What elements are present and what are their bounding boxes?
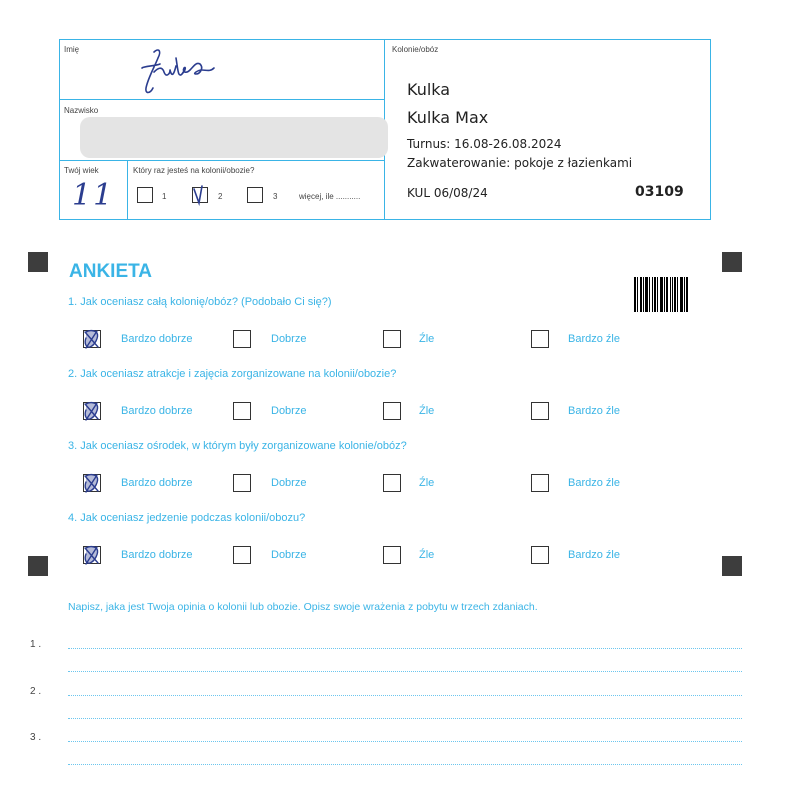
accommodation: Zakwaterowanie: pokoje z łazienkami (407, 156, 633, 170)
age-divider (127, 160, 128, 220)
checkmark-icon (81, 543, 103, 567)
question-4-checkbox-4[interactable] (531, 546, 549, 564)
registration-marker-top-left (28, 252, 48, 272)
question-1-option-1-label: Bardzo dobrze (121, 333, 193, 345)
registration-marker-bottom-right (722, 556, 742, 576)
age-label: Twój wiek (64, 166, 99, 175)
times-more[interactable]: więcej, ile ........... (299, 192, 361, 201)
survey-title: ANKIETA (69, 261, 153, 282)
question-1-checkbox-3[interactable] (383, 330, 401, 348)
times-option-2: 2 (218, 192, 223, 201)
times-option-3: 3 (273, 192, 278, 201)
question-4-option-3-label: Źle (419, 549, 435, 561)
question-2-checkbox-2[interactable] (233, 402, 251, 420)
registration-marker-top-right (722, 252, 742, 272)
question-3-option-3-label: Źle (419, 477, 435, 489)
answer-line[interactable] (68, 648, 742, 649)
name-row-divider (59, 99, 385, 100)
question-3-checkbox-2[interactable] (233, 474, 251, 492)
question-2-option-1-label: Bardzo dobrze (121, 405, 193, 417)
question-3-option-4-label: Bardzo źle (568, 477, 620, 489)
camp-label: Kolonie/obóz (392, 45, 439, 54)
question-2-option-3-label: Źle (419, 405, 435, 417)
checkmark-icon (81, 399, 103, 423)
age-value[interactable]: 11 (72, 178, 115, 213)
question-2-option-4-label: Bardzo źle (568, 405, 620, 417)
answer-line[interactable] (68, 741, 742, 742)
line-number-1: 1 . (30, 639, 42, 650)
question-1-option-2-label: Dobrze (271, 333, 307, 345)
form-number: 03109 (635, 184, 684, 200)
question-4-option-4-label: Bardzo źle (568, 549, 620, 561)
question-3-text: 3. Jak oceniasz ośrodek, w którym były zorganizowane kolonie/obóz? (68, 440, 407, 452)
camp-code: KUL 06/08/24 (407, 186, 488, 200)
times-label: Który raz jesteś na kolonii/obozie? (133, 166, 255, 175)
question-3-checkbox-3[interactable] (383, 474, 401, 492)
question-4-checkbox-3[interactable] (383, 546, 401, 564)
checkmark-icon (81, 327, 103, 351)
question-1-text: 1. Jak oceniasz całą kolonię/obóz? (Podobało Ci się?) (68, 296, 332, 308)
question-4-option-2-label: Dobrze (271, 549, 307, 561)
name-label: Imię (64, 45, 80, 54)
question-4-text: 4. Jak oceniasz jedzenie podczas kolonii/obozu? (68, 512, 306, 524)
turnus: Turnus: 16.08-26.08.2024 (407, 137, 562, 151)
checkmark-icon (81, 471, 103, 495)
question-2-option-2-label: Dobrze (271, 405, 307, 417)
checkmark-icon (190, 183, 212, 207)
answer-line[interactable] (68, 695, 742, 696)
question-2-checkbox-4[interactable] (531, 402, 549, 420)
camp-name-2: Kulka Max (407, 108, 489, 127)
times-option-1: 1 (162, 192, 167, 201)
camp-name: Kulka (407, 80, 451, 99)
question-1-checkbox-4[interactable] (531, 330, 549, 348)
answer-line[interactable] (68, 671, 742, 672)
surname-label: Nazwisko (64, 106, 99, 115)
line-number-2: 2 . (30, 686, 42, 697)
redacted-surname (80, 117, 388, 158)
line-number-3: 3 . (30, 732, 42, 743)
question-1-option-3-label: Źle (419, 333, 435, 345)
question-3-checkbox-4[interactable] (531, 474, 549, 492)
question-3-option-1-label: Bardzo dobrze (121, 477, 193, 489)
registration-marker-bottom-left (28, 556, 48, 576)
question-1-option-4-label: Bardzo źle (568, 333, 620, 345)
question-4-checkbox-2[interactable] (233, 546, 251, 564)
question-2-text: 2. Jak oceniasz atrakcje i zajęcia zorganizowane na kolonii/obozie? (68, 368, 397, 380)
times-checkbox-1[interactable] (137, 187, 153, 203)
question-4-option-1-label: Bardzo dobrze (121, 549, 193, 561)
handwritten-name[interactable] (140, 44, 220, 98)
opinion-prompt: Napisz, jaka jest Twoja opinia o kolonii lub obozie. Opisz swoje wrażenia z pobytu w trzech zdaniach. (68, 601, 538, 613)
question-2-checkbox-3[interactable] (383, 402, 401, 420)
barcode (634, 277, 688, 312)
answer-line[interactable] (68, 764, 742, 765)
answer-line[interactable] (68, 718, 742, 719)
times-checkbox-3[interactable] (247, 187, 263, 203)
question-3-option-2-label: Dobrze (271, 477, 307, 489)
question-1-checkbox-2[interactable] (233, 330, 251, 348)
surname-row-divider (59, 160, 385, 161)
